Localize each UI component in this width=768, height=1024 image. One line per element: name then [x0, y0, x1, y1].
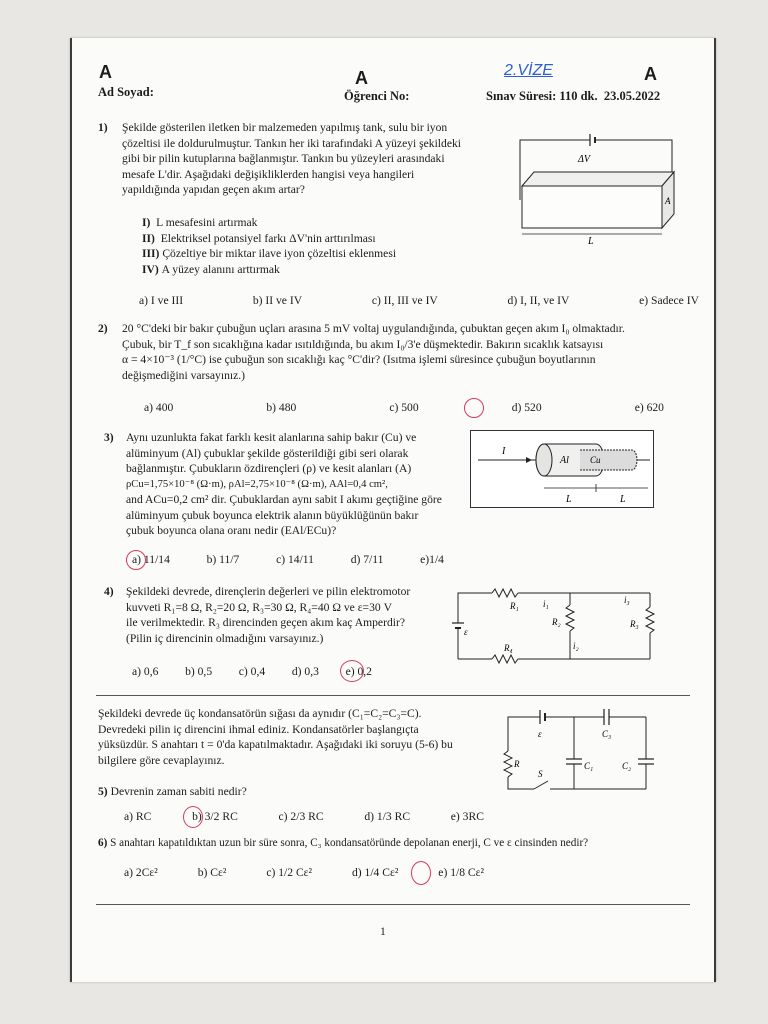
q3-option-b: b) 11/7 — [206, 553, 240, 566]
q5-text: Devrenin zaman sabiti nedir? — [110, 785, 247, 798]
cap-figure-c2: C₂ — [622, 761, 632, 771]
q1-option-b: b) II ve IV — [252, 294, 303, 307]
q6-option-a: a) 2Cε² — [124, 866, 158, 879]
q4-text — [126, 584, 456, 646]
q6-option-e: e) 1/8 Cε² — [438, 866, 484, 879]
q2-option-e: e) 620 — [634, 401, 664, 414]
q6-text: S anahtarı kapatıldıktan uzun bir süre sonra, C₃ kondansatöründe depolanan enerji, C ve ε cinsinden nedir? — [110, 837, 589, 849]
q4-option-a: a) 0,6 — [132, 665, 159, 678]
q1-line: Şekilde gösterilen iletken bir malzemeden yapılmış tank, sulu bir iyon — [122, 121, 448, 134]
q3-line: ρCu=1,75×10⁻⁸ (Ω·m), ρAl=2,75×10⁻⁸ (Ω·m), AAl=0,4 cm², — [126, 478, 388, 490]
q6-question — [98, 836, 698, 852]
q1-figure-l: L — [588, 236, 594, 246]
q4-option-e: e) 0,2 — [345, 665, 372, 678]
q4-figure-r3: R₃ — [630, 619, 639, 629]
answer-circle-q5 — [183, 806, 203, 828]
cap-figure-eps: ε — [538, 729, 542, 739]
q4-option-d: d) 0,3 — [291, 665, 319, 678]
q6-option-c: c) 1/2 Cε² — [266, 866, 313, 879]
q3-figure-al: Al — [560, 455, 569, 466]
q3-line: Aynı uzunlukta fakat farklı kesit alanlarına sahip bakır (Cu) ve — [126, 431, 417, 444]
q4-figure-i3: i₃ — [624, 595, 630, 605]
q2-line: değişmediğini varsayınız.) — [122, 368, 245, 382]
q1-option-e: e) Sadece IV — [639, 294, 699, 307]
shared-line: Devredeki pilin iç direncini ihmal ediniz. Kondansatörler başlangıçta — [98, 722, 419, 736]
q1-figure-dv: ΔV — [578, 154, 590, 165]
shared-intro-text — [98, 706, 490, 768]
q3-figure-cu: Cu — [590, 455, 601, 465]
q1-tank-figure — [512, 122, 682, 246]
shared-line: bilgilere göre cevaplayınız. — [98, 753, 225, 767]
q3-number: 3) — [104, 431, 114, 444]
q5-option-e: e) 3RC — [450, 810, 484, 823]
q4-figure-i1: i₁ — [543, 599, 549, 609]
page-number: 1 — [380, 925, 386, 938]
q1-option-c: c) II, III ve IV — [371, 294, 438, 307]
q5-number: 5) — [98, 785, 108, 798]
q4-line: kuvveti R₁=8 Ω, R₂=20 Ω, R₃=30 Ω, R₄=40 Ω ve ε=30 V — [126, 600, 392, 614]
q1-line: mesafe L'dir. Aşağıdaki değişikliklerden hangisi veya hangileri — [122, 167, 415, 181]
q4-figure-r2: R₂ — [552, 617, 561, 627]
q3-figure-l2: L — [620, 494, 626, 505]
capacitor-circuit-figure — [500, 705, 672, 797]
booklet-mark-right: A — [644, 64, 657, 84]
q2-option-d: d) 520 — [511, 401, 542, 414]
student-no-label: Öğrenci No: — [344, 89, 410, 103]
bottom-divider — [96, 904, 690, 905]
q4-line: Şekildeki devrede, dirençlerin değerleri ve pilin elektromotor — [126, 585, 411, 598]
q6-option-d: d) 1/4 Cε² — [351, 866, 399, 879]
cap-figure-r: R — [514, 759, 520, 769]
q2-text — [122, 321, 692, 383]
q1-items — [142, 215, 396, 277]
q3-rods-figure — [470, 430, 654, 508]
q2-options — [144, 401, 664, 414]
q1-number: 1) — [98, 121, 108, 134]
q4-option-b: b) 0,5 — [185, 665, 213, 678]
q1-line: çözeltisi ile doldurulmuştur. Tankın her iki tarafındaki A yüzeyi şekildeki — [122, 136, 461, 150]
q4-line: (Pilin iç direncinin olmadığını varsayınız.) — [126, 631, 324, 645]
q5-option-b: b) 3/2 RC — [192, 810, 238, 823]
duration-text: Sınav Süresi: 110 dk. — [486, 89, 598, 103]
q3-line: çubuk boyunca olana oranı nedir (EAl/ECu)? — [126, 524, 337, 537]
q4-circuit-figure — [452, 583, 674, 669]
answer-circle-q4 — [340, 660, 364, 682]
q3-figure-l1: L — [566, 494, 572, 505]
q5-option-d: d) 1/3 RC — [364, 810, 411, 823]
q5-question — [98, 784, 247, 800]
booklet-mark-left: A — [99, 62, 112, 82]
q3-line: alüminyum (Al) çubuklar şekilde gösterildiği gibi seri olarak — [126, 446, 409, 460]
answer-circle-q2 — [464, 398, 484, 418]
q4-number: 4) — [104, 585, 114, 598]
q1-item: II) Elektriksel potansiyel farkı ΔV'nin arttırılması — [142, 231, 376, 245]
q6-option-b: b) Cε² — [197, 866, 227, 879]
q2-line: α = 4×10⁻³ (1/°C) ise çubuğun son sıcaklığı kaç °C'dir? (Isıtma işlemi süresince çubuğun boyutlarının — [122, 353, 596, 366]
q3-option-d: d) 7/11 — [350, 553, 384, 566]
q1-line: yapıldığında yapıdan geçen akım artar? — [122, 183, 305, 196]
q3-figure-i: I — [502, 446, 506, 457]
q2-line: Çubuk, bir T_f son sıcaklığına kadar ısıtıldığında, bu akım I₀/3'e düşmektedir. Bakırın sıcaklık katsayısı — [122, 337, 604, 351]
q3-option-a: a) 11/14 — [132, 553, 170, 566]
shared-line: Şekildeki devrede üç kondansatörün sığası da aynıdır (C₁=C₂=C₃=C). — [98, 707, 422, 720]
q3-option-c: c) 14/11 — [276, 553, 314, 566]
name-label: Ad Soyad: — [98, 85, 154, 99]
q1-item: IV) A yüzey alanını arttırmak — [142, 262, 280, 276]
handwritten-note: 2.VİZE — [504, 62, 553, 79]
exam-date: 23.05.2022 — [603, 89, 661, 103]
q4-figure-r4: R₄ — [504, 643, 513, 653]
q4-figure-eps: ε — [464, 627, 468, 637]
cap-figure-c3: C₃ — [602, 729, 612, 739]
q2-option-c: c) 500 — [389, 401, 419, 414]
q1-line: gibi bir pilin kutuplarına bağlanmıştır. Tankın bu yüzeyleri arasındaki — [122, 152, 445, 165]
q4-line: ile verilmektedir. R₃ direncinden geçen akım kaç Amperdir? — [126, 616, 405, 629]
q4-figure-r1: R₁ — [510, 601, 519, 611]
q3-text — [126, 430, 466, 539]
q5-option-c: c) 2/3 RC — [278, 810, 324, 823]
q1-text — [122, 120, 502, 198]
q1-option-d: d) I, II, ve IV — [507, 294, 570, 307]
cap-figure-c1: C₁ — [584, 761, 594, 771]
q3-line: bağlanmıştır. Çubukların özdirençleri (ρ) ve kesit alanları (A) — [126, 462, 412, 475]
q1-item: I) L mesafesini artırmak — [142, 216, 258, 229]
shared-line: yüksüzdür. S anahtarı t = 0'da kapatılmaktadır. Aşağıdaki iki soruyu (5-6) bu — [98, 738, 453, 751]
q1-figure-a: A — [665, 196, 671, 206]
q3-line: alüminyum çubuk boyunca elektrik alanın büyüklüğünün bakır — [126, 508, 419, 522]
q5-option-a: a) RC — [124, 810, 152, 823]
q1-item: III) Çözeltiye bir miktar ilave iyon çözeltisi eklenmesi — [142, 247, 397, 260]
q1-option-a: a) I ve III — [139, 294, 184, 307]
exam-sheet — [70, 38, 716, 982]
cap-figure-s: S — [538, 769, 543, 779]
q6-number: 6) — [98, 837, 108, 849]
q3-line: and ACu=0,2 cm² dir. Çubuklardan aynı sabit I akımı geçtiğine göre — [126, 493, 442, 506]
q4-figure-i2: i₂ — [573, 641, 579, 651]
q4-option-c: c) 0,4 — [238, 665, 266, 678]
q3-option-e: e)1/4 — [420, 553, 444, 566]
q2-option-a: a) 400 — [144, 401, 174, 414]
q2-option-b: b) 480 — [266, 401, 297, 414]
booklet-mark-center: A — [355, 68, 368, 88]
q1-options — [139, 294, 699, 307]
exam-duration — [486, 89, 660, 105]
q2-line: 20 °C'deki bir bakır çubuğun uçları arasına 5 mV voltaj uygulandığında, çubuktan geçen akım I₀ olmaktadır. — [122, 322, 625, 335]
q5-options — [124, 810, 484, 823]
q2-number: 2) — [98, 322, 108, 335]
answer-circle-q6 — [411, 861, 431, 885]
q4-options — [132, 665, 372, 678]
divider — [96, 695, 690, 696]
q3-options — [132, 553, 444, 566]
answer-circle-q3 — [126, 550, 146, 570]
